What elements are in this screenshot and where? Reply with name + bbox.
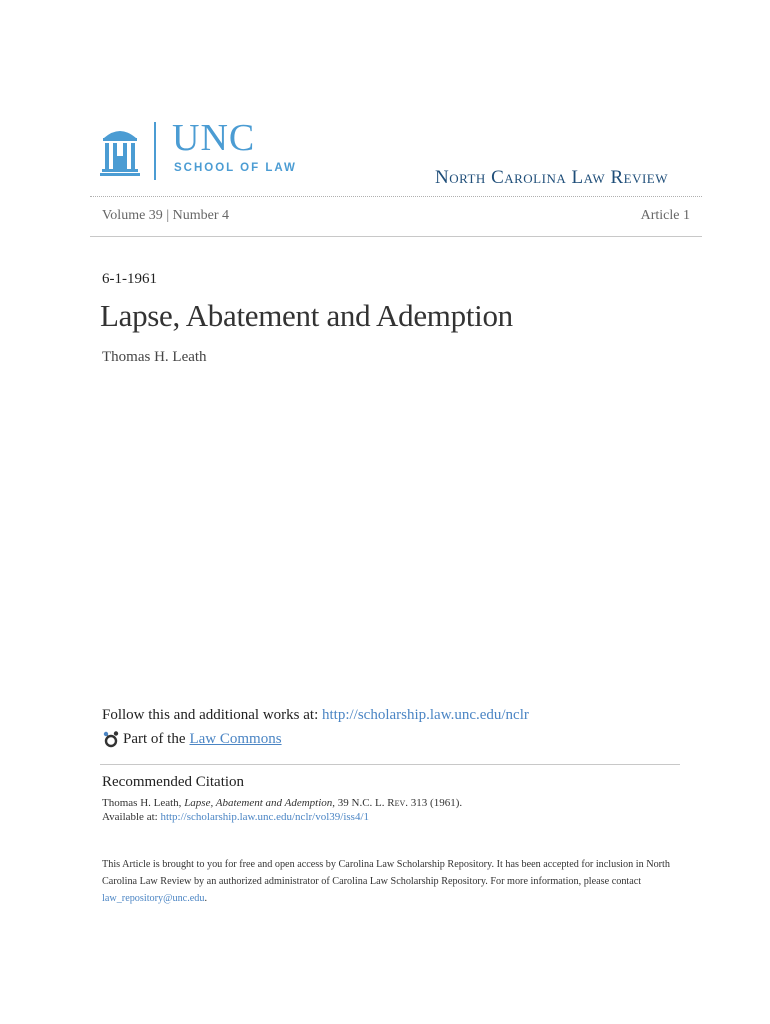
unc-law-logo bbox=[100, 117, 300, 182]
meta-divider bbox=[90, 236, 702, 237]
part-of-label: Part of the bbox=[123, 730, 186, 747]
logo-school-text: SCHOOL OF LAW bbox=[174, 162, 297, 174]
old-well-icon bbox=[100, 124, 140, 178]
citation-page: 313 (1961). bbox=[408, 797, 463, 809]
part-of-line bbox=[102, 730, 282, 748]
recommended-citation-heading: Recommended Citation bbox=[102, 774, 245, 790]
access-note-text: This Article is brought to you for free and open access by Carolina Law Scholarship Repository. It has been accepted for inclusion in North Carolina Law Review by an authorized administrator of Carolina Law Scholarship Repository. For more information, please contact bbox=[102, 859, 670, 887]
meta-separator: | bbox=[166, 208, 170, 223]
number-link[interactable]: Number 4 bbox=[172, 208, 230, 223]
header-divider bbox=[90, 196, 702, 197]
available-link[interactable]: http://scholarship.law.unc.edu/nclr/vol39/iss4/1 bbox=[160, 811, 370, 823]
logo-divider bbox=[154, 122, 156, 180]
follow-line bbox=[102, 707, 529, 724]
access-note-end: . bbox=[204, 893, 208, 904]
logo-unc-text: UNC bbox=[172, 117, 256, 159]
article-title: Lapse, Abatement and Ademption bbox=[100, 298, 513, 333]
publication-date: 6-1-1961 bbox=[102, 271, 157, 287]
commons-network-icon bbox=[102, 730, 120, 748]
access-note bbox=[102, 856, 672, 907]
article-number: Article 1 bbox=[640, 208, 690, 223]
law-commons-link[interactable]: Law Commons bbox=[189, 730, 282, 747]
follow-label: Follow this and additional works at: bbox=[102, 707, 322, 723]
article-author: Thomas H. Leath bbox=[102, 349, 207, 365]
citation-text bbox=[102, 797, 462, 809]
contact-email-link[interactable]: law_repository@unc.edu bbox=[102, 893, 205, 904]
journal-title: North Carolina Law Review bbox=[434, 167, 668, 188]
citation-author: Thomas H. Leath, bbox=[102, 797, 185, 809]
citation-volume: , 39 N.C. L. bbox=[332, 797, 388, 809]
available-label: Available at: bbox=[102, 811, 161, 823]
follow-link[interactable]: http://scholarship.law.unc.edu/nclr bbox=[321, 707, 529, 723]
available-at-line bbox=[102, 811, 369, 823]
footer-divider bbox=[100, 764, 680, 765]
citation-rev: Rev. bbox=[387, 797, 409, 809]
volume-link[interactable]: Volume 39 bbox=[102, 208, 163, 223]
volume-number bbox=[102, 208, 229, 224]
citation-title: Lapse, Abatement and Ademption bbox=[184, 797, 333, 809]
